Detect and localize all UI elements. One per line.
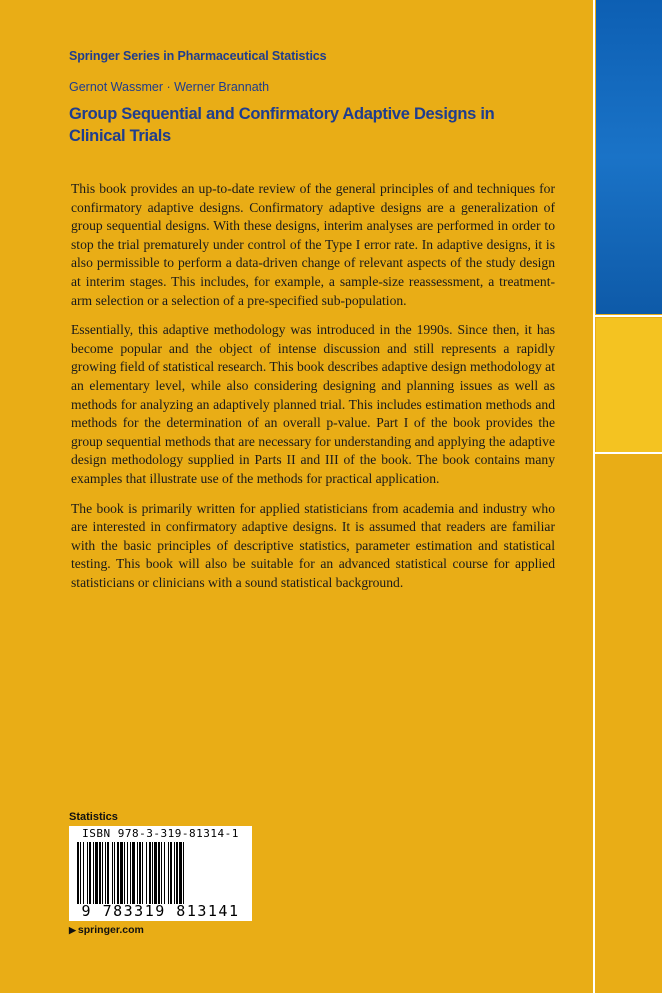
barcode-number: 9 783319 813141 (81, 902, 240, 920)
barcode-bar (117, 842, 119, 904)
stripe-blue-panel (596, 0, 662, 314)
stripe-divider-vertical (593, 0, 595, 993)
isbn-barcode (69, 826, 252, 921)
barcode-bar (174, 842, 175, 904)
barcode-bar (164, 842, 165, 904)
arrow-right-icon: ▶ (69, 925, 76, 935)
barcode-bar (107, 842, 109, 904)
book-title: Group Sequential and Confirmatory Adaptive Designs in Clinical Trials (69, 105, 495, 145)
barcode-bar (112, 842, 113, 904)
barcode-bar (176, 842, 178, 904)
barcode-bar (87, 842, 88, 904)
stripe-divider-top (593, 315, 662, 317)
barcode-bar (120, 842, 123, 904)
barcode-bar (93, 842, 94, 904)
barcode-bar (132, 842, 135, 904)
barcode-bar (130, 842, 131, 904)
barcode-bar (114, 842, 115, 904)
barcode-bar (89, 842, 91, 904)
blurb-paragraph: The book is primarily written for applied statisticians from academia and industry who are interested in confirmatory adaptive designs. It is assumed that readers are familiar with the basic principles of descriptive statistics, parameter estimation and statistical testing. This book will also be suitable for an advanced statistical course for applied statisticians or clinicians with a sound statistical background. (71, 500, 555, 590)
barcode-bar (124, 842, 125, 904)
stripe-yellow-panel (596, 318, 662, 452)
barcode-bar (152, 842, 153, 904)
barcode-bar (149, 842, 151, 904)
barcode-bar (127, 842, 128, 904)
barcode-bar (95, 842, 98, 904)
barcode-bar (80, 842, 81, 904)
book-authors: Gernot Wassmer · Werner Brannath (69, 80, 270, 94)
barcode-bar (161, 842, 162, 904)
barcode-bar (105, 842, 106, 904)
barcode-bar (168, 842, 169, 904)
barcode-bars (77, 842, 244, 904)
barcode-bar (146, 842, 147, 904)
blurb-paragraph: Essentially, this adaptive methodology was introduced in the 1990s. Since then, it has become popular and the object of intense discussion and still represents a rapidly growing field of statistical research. This book describes adaptive design methodology at an elementary level, while also considering designing and planning issues as well as methods for analyzing an adaptively planned trial. This includes estimation methods and methods for the determination of an overall p-value. Part I of the book provides the group sequential methods that are necessary for understanding and applying the adaptive design methodology supplied in Parts II and III of the book. The book contains many examples that illustrate use of the methods for practical application. (71, 322, 555, 486)
barcode-bar (142, 842, 143, 904)
barcode-bar (170, 842, 172, 904)
blurb-paragraph: This book provides an up-to-date review of the general principles of and techniques for confirmatory adaptive designs. Confirmatory adaptive designs are a generalization of group sequential designs. With these designs, interim analyses are performed in order to stop the trial prematurely under control of the Type I error rate. In adaptive designs, it is also permissible to perform a data-driven change of relevant aspects of the study design at interim stages. This includes, for example, a sample-size reassessment, a treatment-arm selection or a selection of a pre-specified sub-population. (71, 181, 555, 308)
barcode-bar (83, 842, 84, 904)
back-cover-blurb (71, 180, 555, 603)
subject-category: Statistics (69, 811, 118, 823)
barcode-bar (102, 842, 103, 904)
stripe-divider-bottom (593, 452, 662, 454)
website-label: springer.com (77, 924, 144, 936)
barcode-bar (139, 842, 141, 904)
isbn-label: ISBN 978-3-319-81314-1 (82, 827, 239, 840)
publisher-website (69, 924, 144, 936)
barcode-bar (158, 842, 160, 904)
barcode-bar (179, 842, 182, 904)
barcode-bar (137, 842, 138, 904)
barcode-bar (77, 842, 79, 904)
barcode-bar (183, 842, 184, 904)
barcode-bar (99, 842, 101, 904)
series-title: Springer Series in Pharmaceutical Statistics (69, 49, 327, 63)
barcode-bar (154, 842, 157, 904)
